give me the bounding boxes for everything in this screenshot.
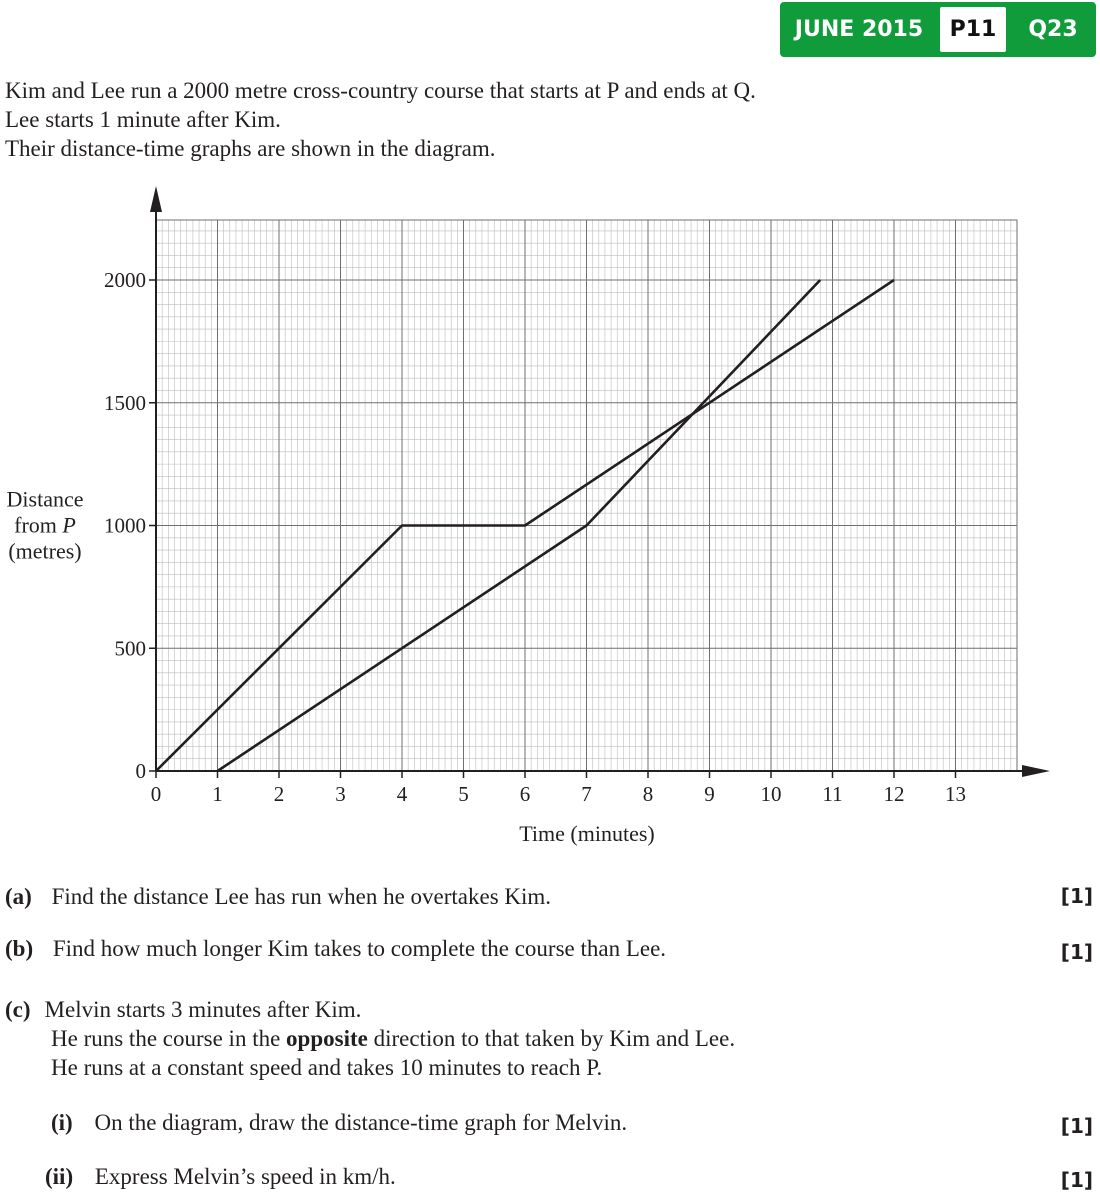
question-c-ii-marks: [1] xyxy=(1060,1168,1093,1192)
question-badge xyxy=(780,2,1096,57)
x-tick-label: 13 xyxy=(945,782,966,806)
ticks xyxy=(104,268,966,806)
x-axis-arrow-icon xyxy=(1022,765,1050,777)
question-c-ii-label: (ii) xyxy=(45,1164,74,1189)
y-tick-label: 2000 xyxy=(104,268,146,292)
x-axis-label: Time (minutes) xyxy=(519,821,655,846)
question-c-line-2-bold: opposite xyxy=(286,1026,368,1051)
intro-line-2: Lee starts 1 minute after Kim. xyxy=(5,107,281,132)
x-tick-label: 8 xyxy=(642,782,654,806)
x-tick-label: 3 xyxy=(335,782,346,806)
question-c-ii xyxy=(45,1162,396,1191)
question-a-label: (a) xyxy=(5,884,32,909)
y-tick-label: 0 xyxy=(135,759,146,783)
session-label: JUNE 2015 xyxy=(794,17,924,42)
x-tick-label: 5 xyxy=(458,782,469,806)
x-tick-label: 11 xyxy=(822,782,843,806)
question-a-marks: [1] xyxy=(1060,884,1093,908)
question-c-line-1: Melvin starts 3 minutes after Kim. xyxy=(44,997,362,1022)
y-axis-label-line: from P xyxy=(14,512,76,538)
question-b xyxy=(5,934,666,963)
y-tick-label: 500 xyxy=(114,636,146,661)
intro-text xyxy=(5,76,756,163)
axis-labels xyxy=(7,487,655,847)
question-c-i-marks: [1] xyxy=(1060,1114,1093,1138)
paper-label: P11 xyxy=(940,7,1006,52)
question-b-text: Find how much longer Kim takes to complete the course than Lee. xyxy=(52,936,667,961)
x-tick-label: 0 xyxy=(150,782,162,806)
y-tick-label: 1500 xyxy=(104,390,146,415)
question-c-label: (c) xyxy=(5,997,31,1022)
intro-line-1: Kim and Lee run a 2000 metre cross-country course that starts at P and ends at Q. xyxy=(5,78,756,103)
question-a-text: Find the distance Lee has run when he overtakes Kim. xyxy=(51,884,552,909)
question-label: Q23 xyxy=(1028,17,1078,42)
distance-time-chart xyxy=(0,180,1100,850)
question-c-line-2-pre: He runs the course in the xyxy=(51,1026,287,1051)
y-axis-arrow-icon xyxy=(150,186,162,212)
x-tick-label: 9 xyxy=(704,782,715,806)
y-tick-label: 1000 xyxy=(104,513,146,538)
x-tick-label: 4 xyxy=(396,782,408,806)
question-c-i-text: On the diagram, draw the distance-time graph for Melvin. xyxy=(94,1110,628,1135)
question-b-label: (b) xyxy=(5,936,34,961)
question-c-line-2-post: direction to that taken by Kim and Lee. xyxy=(367,1026,736,1051)
question-c-ii-text: Express Melvin’s speed in km/h. xyxy=(94,1164,396,1189)
x-tick-label: 1 xyxy=(212,782,223,806)
question-c xyxy=(5,995,735,1082)
question-c-i-label: (i) xyxy=(51,1110,73,1135)
question-c-line-3: He runs at a constant speed and takes 10 minutes to reach P. xyxy=(51,1055,603,1080)
x-tick-label: 2 xyxy=(273,782,285,806)
question-a xyxy=(5,882,551,911)
x-tick-label: 6 xyxy=(519,782,531,806)
y-axis-label-line: (metres) xyxy=(8,538,82,564)
intro-line-3: Their distance-time graphs are shown in the diagram. xyxy=(5,136,496,161)
x-tick-label: 7 xyxy=(581,782,592,806)
question-c-i xyxy=(51,1108,627,1137)
question-b-marks: [1] xyxy=(1060,940,1093,964)
x-tick-label: 10 xyxy=(760,782,782,806)
x-tick-label: 12 xyxy=(883,782,905,806)
y-axis-label-line: Distance xyxy=(6,486,84,512)
